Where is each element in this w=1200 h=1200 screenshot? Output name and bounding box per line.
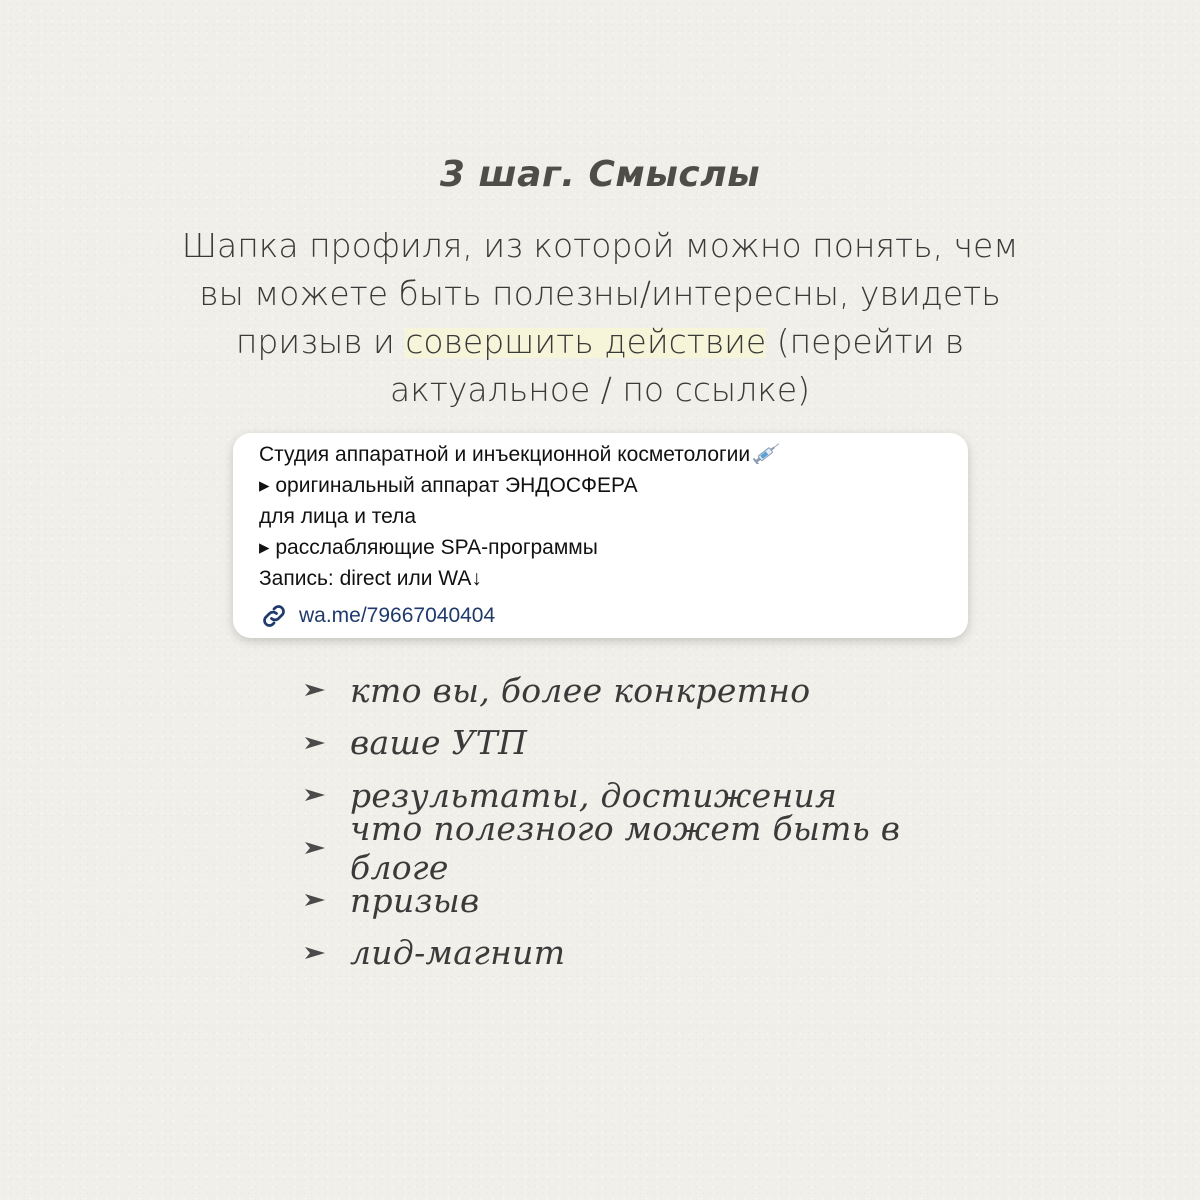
arrow-bullet-icon bbox=[304, 840, 326, 856]
bio-line-text: Студия аппаратной и инъекционной косметологии bbox=[259, 443, 751, 466]
list-item bbox=[304, 664, 1004, 717]
list-item bbox=[304, 717, 1004, 770]
syringe-icon bbox=[752, 442, 782, 464]
intro-line: Шапка профиля, из которой можно понять, чем bbox=[181, 226, 1019, 265]
link-icon bbox=[259, 601, 289, 631]
intro-line: вы можете быть полезны/интересны, увидеть bbox=[199, 274, 1001, 313]
intro-line: актуальное / по ссылке) bbox=[389, 370, 811, 409]
bullet-text: лид-магнит bbox=[350, 933, 566, 973]
bio-line bbox=[259, 439, 968, 470]
bullet-text: ваше УТП bbox=[350, 723, 528, 763]
bio-line: ▸ оригинальный аппарат ЭНДОСФЕРА bbox=[259, 474, 638, 497]
bullet-text: результаты, достижения bbox=[350, 775, 838, 815]
bio-link[interactable] bbox=[259, 600, 968, 631]
bio-line: Запись: direct или WA↓ bbox=[259, 567, 482, 590]
arrow-bullet-icon bbox=[304, 682, 326, 698]
bio-line: ▸ расслабляющие SPA-программы bbox=[259, 536, 598, 559]
bullet-text: призыв bbox=[350, 880, 480, 920]
arrow-bullet-icon bbox=[304, 787, 326, 803]
highlighted-phrase: совершить действие bbox=[405, 322, 767, 361]
list-item bbox=[304, 808, 1004, 887]
bullet-text: что полезного может быть в блоге bbox=[350, 808, 901, 887]
list-item bbox=[304, 927, 1004, 980]
bullet-list bbox=[304, 664, 1004, 979]
bullet-text: кто вы, более конкретно bbox=[350, 670, 811, 710]
page-title: 3 шаг. Смыслы bbox=[439, 154, 761, 195]
arrow-bullet-icon bbox=[304, 892, 326, 908]
intro-text bbox=[150, 222, 1050, 414]
intro-text-segment: призыв и bbox=[235, 322, 406, 361]
link-url[interactable]: wa.me/79667040404 bbox=[299, 604, 496, 627]
bio-line: для лица и тела bbox=[259, 505, 417, 528]
profile-bio-card bbox=[233, 433, 968, 638]
arrow-bullet-icon bbox=[304, 735, 326, 751]
arrow-bullet-icon bbox=[304, 945, 326, 961]
intro-line bbox=[150, 318, 1050, 366]
intro-text-segment: (перейти в bbox=[766, 322, 965, 361]
